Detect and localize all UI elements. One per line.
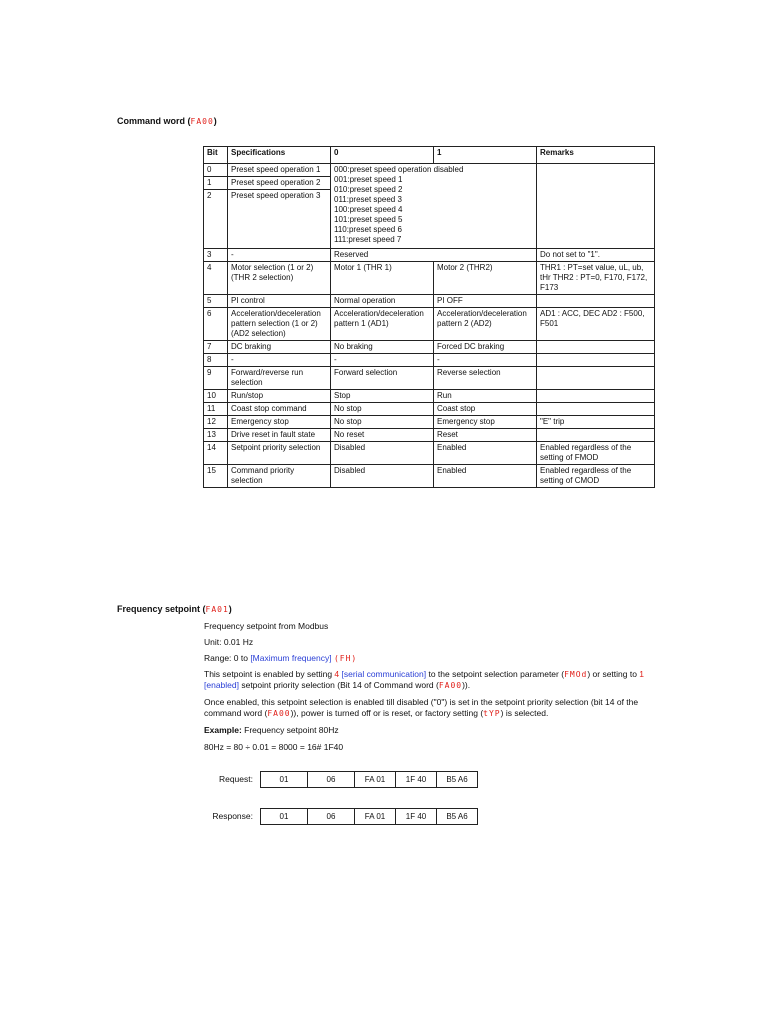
zero-cell: -	[331, 354, 434, 367]
remarks-cell	[537, 341, 655, 354]
remarks-cell: THR1 : PT=set value, uL, ub, tHr THR2 : PT=0, F170, F172, F173	[537, 262, 655, 295]
bit-cell: 11	[204, 403, 228, 416]
header-bit: Bit	[204, 147, 228, 164]
freq-calculation: 80Hz = 80 ÷ 0.01 = 8000 = 16# 1F40	[204, 742, 344, 752]
remarks-cell: Do not set to "1".	[537, 249, 655, 262]
zero-cell: No stop	[331, 416, 434, 429]
spec-cell: Coast stop command	[228, 403, 331, 416]
request-frame-table	[260, 771, 478, 788]
table-row	[204, 429, 655, 442]
table-row	[204, 390, 655, 403]
frame-cell: 06	[308, 809, 355, 825]
one-cell: Reset	[434, 429, 537, 442]
table-row	[261, 772, 478, 788]
preset-line: 010:preset speed 2	[334, 185, 403, 194]
table-row	[204, 249, 655, 262]
bit-cell: 8	[204, 354, 228, 367]
bit-cell: 6	[204, 308, 228, 341]
response-label: Response:	[212, 811, 253, 821]
text: )), power is turned off or is reset, or factory setting (	[290, 708, 484, 718]
text: to the setpoint selection parameter (	[426, 669, 565, 679]
fa00-code: FA00	[267, 709, 291, 718]
preset-line: 110:preset speed 6	[334, 225, 402, 234]
one-cell: Acceleration/deceleration pattern 2 (AD2)	[434, 308, 537, 341]
header-one: 1	[434, 147, 537, 164]
spec-cell: Preset speed operation 2	[228, 177, 331, 190]
remarks-cell	[537, 390, 655, 403]
freq-once-enabled-paragraph	[204, 697, 654, 719]
bit-cell: 2	[204, 190, 228, 249]
zero-cell: No reset	[331, 429, 434, 442]
preset-speed-cell	[331, 164, 537, 249]
remarks-cell	[537, 403, 655, 416]
title-text: Command word (	[117, 116, 191, 126]
spec-cell: DC braking	[228, 341, 331, 354]
bit-cell: 15	[204, 465, 228, 488]
title-close: )	[213, 116, 217, 126]
response-frame-table	[260, 808, 478, 825]
bit-cell: 4	[204, 262, 228, 295]
title-text: Frequency setpoint (	[117, 604, 206, 614]
zero-cell: Motor 1 (THR 1)	[331, 262, 434, 295]
text: ) or setting to	[587, 669, 640, 679]
spec-cell: -	[228, 354, 331, 367]
spec-cell: -	[228, 249, 331, 262]
bit-cell: 0	[204, 164, 228, 177]
zero-cell: Disabled	[331, 465, 434, 488]
value-four: 4	[334, 669, 340, 679]
param-code: FA01	[205, 605, 229, 614]
one-cell: -	[434, 354, 537, 367]
spec-cell: Command priority selection	[228, 465, 331, 488]
command-word-title	[117, 116, 217, 126]
frame-cell: 01	[261, 772, 308, 788]
table-row	[204, 164, 655, 177]
bit-cell: 9	[204, 367, 228, 390]
freq-range	[204, 653, 654, 664]
header-zero: 0	[331, 147, 434, 164]
spec-cell: PI control	[228, 295, 331, 308]
zero-cell: Reserved	[331, 249, 537, 262]
spec-cell: Acceleration/deceleration pattern selection (1 or 2) (AD2 selection)	[228, 308, 331, 341]
bit-cell: 10	[204, 390, 228, 403]
preset-line: 000:preset speed operation disabled	[334, 165, 464, 174]
table-row	[204, 416, 655, 429]
text: )).	[462, 680, 471, 690]
fh-code: (FH)	[333, 654, 358, 663]
remarks-cell	[537, 354, 655, 367]
one-cell: Reverse selection	[434, 367, 537, 390]
table-row	[204, 354, 655, 367]
spec-cell: Motor selection (1 or 2) (THR 2 selection)	[228, 262, 331, 295]
param-code: FA00	[190, 117, 214, 126]
frame-cell: FA 01	[355, 809, 396, 825]
table-row	[204, 295, 655, 308]
table-row	[204, 308, 655, 341]
table-row	[204, 367, 655, 390]
spec-cell: Forward/reverse run selection	[228, 367, 331, 390]
remarks-cell: Enabled regardless of the setting of CMOD	[537, 465, 655, 488]
spec-cell: Setpoint priority selection	[228, 442, 331, 465]
one-cell: PI OFF	[434, 295, 537, 308]
title-close: )	[228, 604, 232, 614]
remarks-cell	[537, 429, 655, 442]
table-row	[204, 465, 655, 488]
one-cell: Enabled	[434, 442, 537, 465]
frame-cell: 06	[308, 772, 355, 788]
remarks-cell: AD1 : ACC, DEC AD2 : F500, F501	[537, 308, 655, 341]
one-cell: Forced DC braking	[434, 341, 537, 354]
preset-line: 011:preset speed 3	[334, 195, 402, 204]
text: ) is selected.	[500, 708, 549, 718]
zero-cell: Forward selection	[331, 367, 434, 390]
bit-cell: 7	[204, 341, 228, 354]
frame-cell: B5 A6	[437, 809, 478, 825]
one-cell: Run	[434, 390, 537, 403]
table-header-row	[204, 147, 655, 164]
zero-cell: Stop	[331, 390, 434, 403]
range-text: Range: 0 to	[204, 653, 251, 663]
header-remarks: Remarks	[537, 147, 655, 164]
table-row	[261, 809, 478, 825]
frame-cell: 01	[261, 809, 308, 825]
freq-enable-paragraph	[204, 669, 654, 691]
request-label: Request:	[218, 774, 253, 784]
remarks-cell	[537, 367, 655, 390]
max-frequency-link[interactable]: [Maximum frequency]	[250, 653, 332, 663]
command-word-table	[203, 146, 655, 488]
remarks-cell	[537, 164, 655, 249]
fmod-code: FMOd	[564, 670, 588, 679]
table-row	[204, 262, 655, 295]
one-cell: Motor 2 (THR2)	[434, 262, 537, 295]
freq-unit: Unit: 0.01 Hz	[204, 637, 254, 647]
value-one: 1	[639, 669, 645, 679]
table-row	[204, 442, 655, 465]
remarks-cell: Enabled regardless of the setting of FMOD	[537, 442, 655, 465]
example-label: Example:	[204, 725, 242, 735]
one-cell: Enabled	[434, 465, 537, 488]
preset-line: 111:preset speed 7	[334, 235, 402, 244]
frame-cell: FA 01	[355, 772, 396, 788]
bit-cell: 12	[204, 416, 228, 429]
one-cell: Emergency stop	[434, 416, 537, 429]
zero-cell: Normal operation	[331, 295, 434, 308]
zero-cell: No braking	[331, 341, 434, 354]
example-text: Frequency setpoint 80Hz	[241, 725, 339, 735]
bit-cell: 13	[204, 429, 228, 442]
remarks-cell: "E" trip	[537, 416, 655, 429]
serial-communication-link[interactable]: [serial communication]	[341, 669, 427, 679]
zero-cell: Acceleration/deceleration pattern 1 (AD1)	[331, 308, 434, 341]
bit-cell: 5	[204, 295, 228, 308]
bit-cell: 1	[204, 177, 228, 190]
table-row	[204, 341, 655, 354]
table-row	[204, 403, 655, 416]
remarks-cell	[537, 295, 655, 308]
bit-cell: 14	[204, 442, 228, 465]
enabled-link[interactable]: [enabled]	[204, 680, 239, 690]
text: setpoint priority selection (Bit 14 of Command word (	[238, 680, 439, 690]
text: Once enabled, this setpoint selection is enabled till disabled ("0") is set in the setpoint priority selection (bit 14 of the command word (	[204, 697, 639, 718]
preset-line: 100:preset speed 4	[334, 205, 403, 214]
one-cell: Coast stop	[434, 403, 537, 416]
preset-line: 001:preset speed 1	[334, 175, 403, 184]
frame-cell: 1F 40	[396, 809, 437, 825]
frame-cell: B5 A6	[437, 772, 478, 788]
spec-cell: Drive reset in fault state	[228, 429, 331, 442]
text: This setpoint is enabled by setting	[204, 669, 335, 679]
zero-cell: Disabled	[331, 442, 434, 465]
zero-cell: No stop	[331, 403, 434, 416]
freq-line1: Frequency setpoint from Modbus	[204, 621, 329, 631]
frequency-setpoint-title	[117, 604, 232, 614]
typ-code: tYP	[483, 709, 501, 718]
spec-cell: Preset speed operation 1	[228, 164, 331, 177]
preset-line: 101:preset speed 5	[334, 215, 403, 224]
spec-cell: Preset speed operation 3	[228, 190, 331, 249]
spec-cell: Run/stop	[228, 390, 331, 403]
frame-cell: 1F 40	[396, 772, 437, 788]
bit-cell: 3	[204, 249, 228, 262]
header-specifications: Specifications	[228, 147, 331, 164]
freq-example	[204, 725, 654, 736]
spec-cell: Emergency stop	[228, 416, 331, 429]
fa00-code: FA00	[438, 681, 463, 690]
